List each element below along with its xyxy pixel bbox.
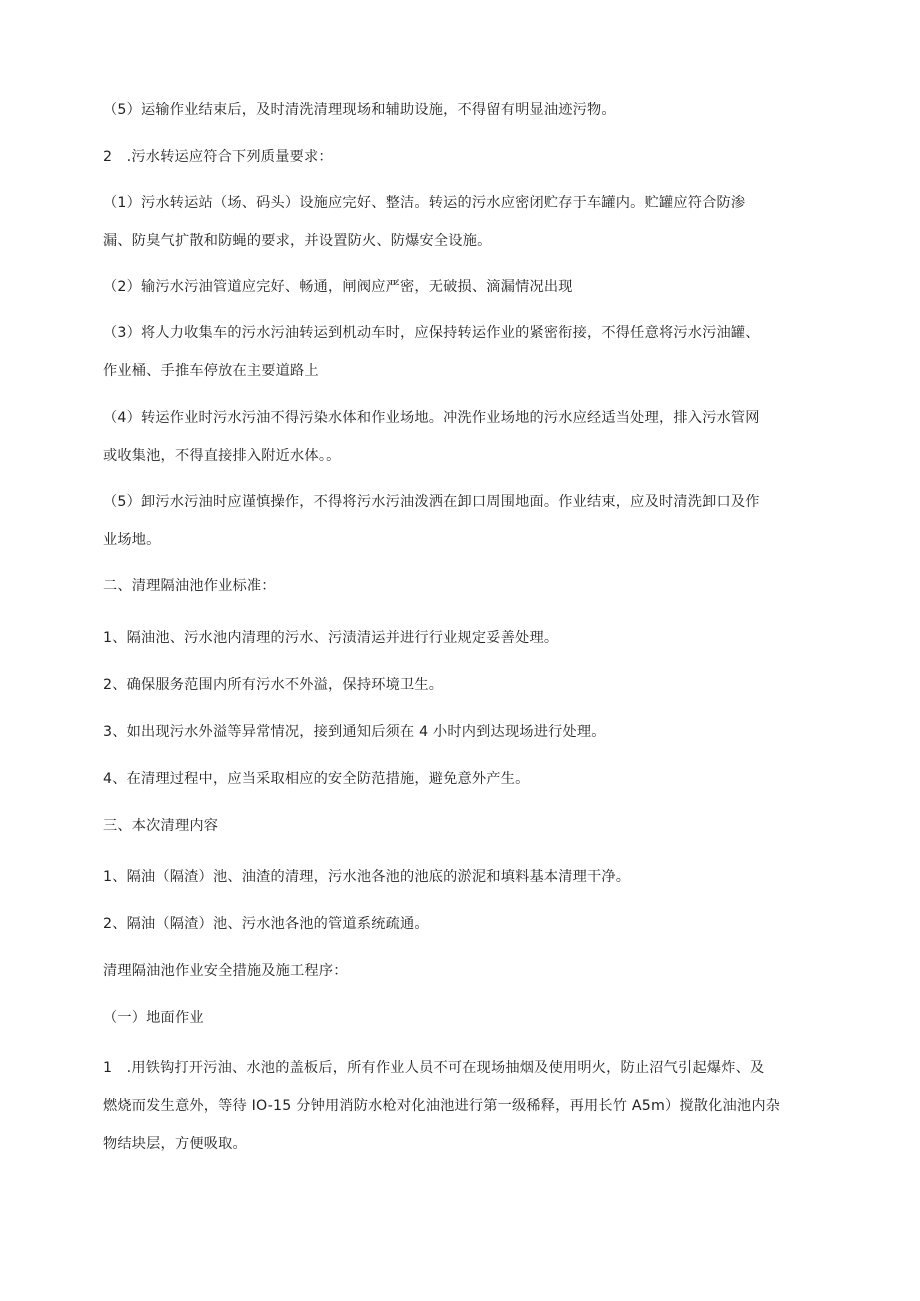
paragraph-sewage-1 (103, 184, 823, 260)
text-line: 漏、防臭气扩散和防蝇的要求，并设置防火、防爆安全设施。 (103, 233, 492, 249)
paragraph-standard-4 (103, 760, 823, 798)
text-line: 2 .污水转运应符合下列质量要求： (103, 149, 333, 165)
section-heading-3 (103, 807, 823, 845)
text-line: 二、清理隔油池作业标准： (103, 578, 276, 594)
text-line: （1）污水转运站（场、码头）设施应完好、整洁。转运的污水应密闭贮存于车罐内。贮罐应符合防渗 (103, 195, 746, 211)
text-line: 2、隔油（隔渣）池、污水池各池的管道系统疏通。 (103, 916, 429, 932)
paragraph-sewage-heading (103, 138, 823, 176)
text-line: （5）运输作业结束后，及时清洗清理现场和辅助设施，不得留有明显油迹污物。 (103, 102, 616, 118)
text-line: 业场地。 (103, 532, 161, 548)
paragraph-sewage-3 (103, 314, 823, 390)
paragraph-sewage-2 (103, 268, 823, 306)
paragraph-sewage-5 (103, 483, 823, 559)
subsection-heading-ground (103, 999, 823, 1037)
paragraph-standard-2 (103, 666, 823, 704)
text-line: 三、本次清理内容 (103, 818, 219, 834)
text-line: 清理隔油池作业安全措施及施工程序： (103, 963, 348, 979)
text-line: 2、确保服务范围内所有污水不外溢，保持环境卫生。 (103, 677, 444, 693)
text-line: 1、隔油池、污水池内清理的污水、污渍清运并进行行业规定妥善处理。 (103, 630, 559, 646)
section-heading-safety (103, 952, 823, 990)
section-heading-2 (103, 567, 823, 605)
text-line: 4、在清理过程中，应当采取相应的安全防范措施，避免意外产生。 (103, 771, 530, 787)
paragraph-standard-1 (103, 619, 823, 657)
text-line: （3）将人力收集车的污水污油转运到机动车时，应保持转运作业的紧密衔接，不得任意将污水污油罐、 (103, 325, 760, 341)
text-line: （一）地面作业 (103, 1010, 204, 1026)
paragraph-content-2 (103, 905, 823, 943)
text-line: 1、隔油（隔渣）池、油渣的清理，污水池各池的池底的淤泥和填料基本清理干净。 (103, 869, 631, 885)
text-line: （4）转运作业时污水污油不得污染水体和作业场地。冲洗作业场地的污水应经适当处理，排入污水管网 (103, 410, 760, 426)
text-line: 3、如出现污水外溢等异常情况，接到通知后须在 4 小时内到达现场进行处理。 (103, 724, 606, 740)
text-line: 1 .用铁钩打开污油、水池的盖板后，所有作业人员不可在现场抽烟及使用明火，防止沼气引起爆炸、及 (103, 1060, 765, 1076)
text-line: （5）卸污水污油时应谨慎操作，不得将污水污油泼洒在卸口周围地面。作业结束，应及时清洗卸口及作 (103, 494, 760, 510)
text-line: （2）输污水污油管道应完好、畅通，闸阀应严密，无破损、滴漏情况出现 (103, 279, 573, 295)
paragraph-content-1 (103, 858, 823, 896)
paragraph-ground-1 (103, 1049, 823, 1163)
text-line: 作业桶、手推车停放在主要道路上 (103, 363, 319, 379)
text-line: 燃烧而发生意外，等待 IO-15 分钟用消防水枪对化油池进行第一级稀释，再用长竹 A5m）搅散化油池内杂 (103, 1098, 781, 1114)
text-line: 物结块层，方便吸取。 (103, 1136, 247, 1152)
paragraph-standard-3 (103, 713, 823, 751)
paragraph-transport-5 (103, 91, 823, 129)
text-line: 或收集池，不得直接排入附近水体。。 (103, 448, 341, 464)
paragraph-sewage-4 (103, 399, 823, 475)
